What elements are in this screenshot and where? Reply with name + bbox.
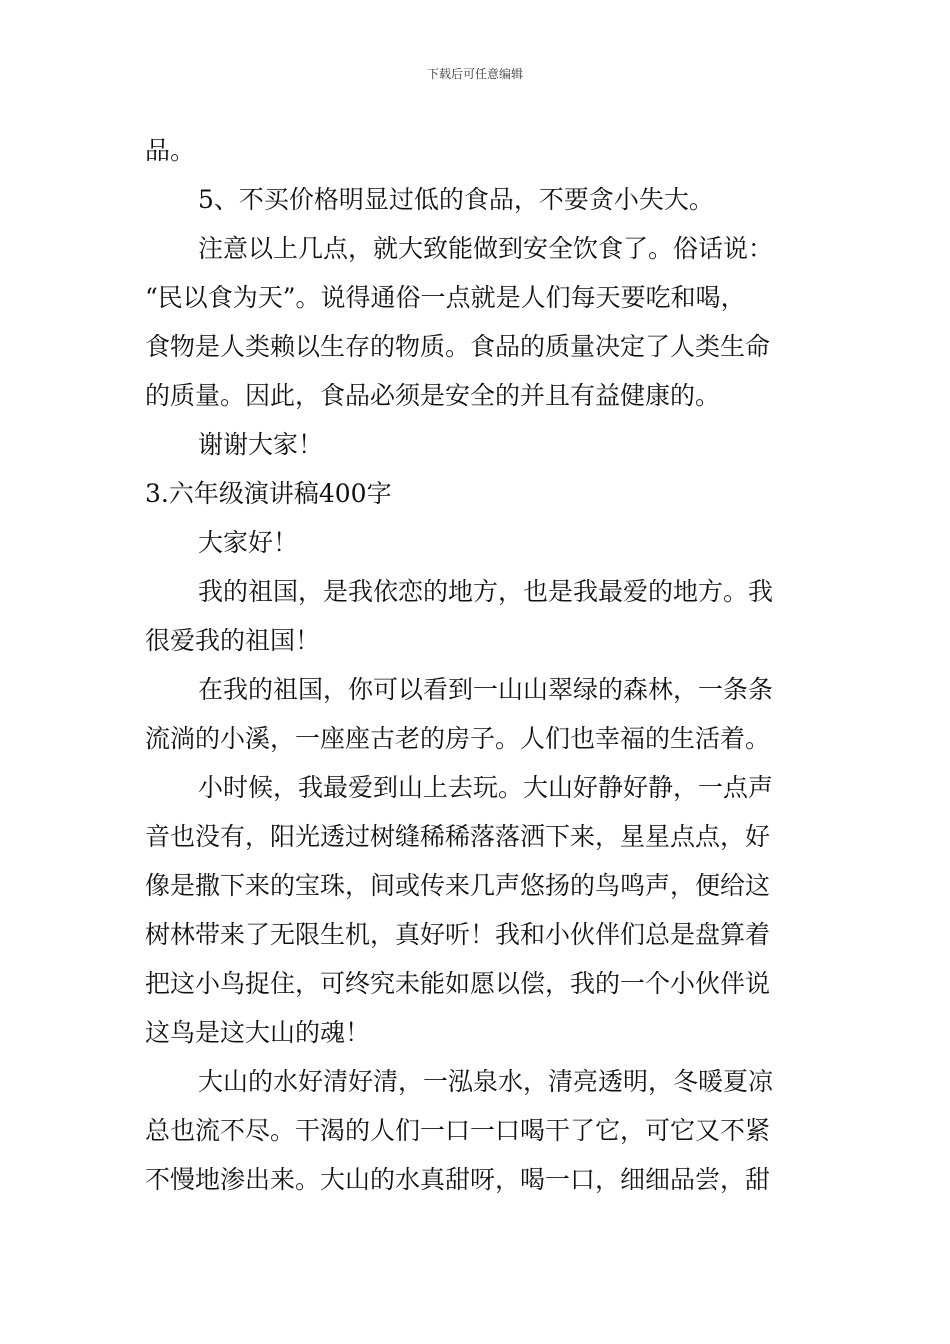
text-line: 我的祖国，是我依恋的地方，也是我最爱的地方。我 [198,577,774,606]
text-line: 流淌的小溪，一座座古老的房子。人们也幸福的生活着。 [145,724,771,753]
text-line: 树林带来了无限生机，真好听！我和小伙伴们总是盘算着 [145,920,771,949]
text-line: 小时候，我最爱到山上去玩。大山好静好静，一点声 [198,773,774,802]
text-line: 总也流不尽。干渴的人们一口一口喝干了它，可它又不紧 [145,1116,771,1145]
greeting: 大家好！ [198,528,299,557]
text-line: 不慢地渗出来。大山的水真甜呀，喝一口，细细品尝，甜 [145,1165,771,1194]
text-line: 把这小鸟捉住，可终究未能如愿以偿，我的一个小伙伴说 [145,969,771,998]
text-line: 音也没有，阳光透过树缝稀稀落落洒下来，星星点点，好 [145,822,771,851]
text-line: 在我的祖国，你可以看到一山山翠绿的森林，一条条 [198,675,774,704]
page-header-note: 下载后可任意编辑 [426,67,523,81]
text-line: 食物是人类赖以生存的物质。食品的质量决定了人类生命 [145,332,771,361]
text-line: 注意以上几点，就大致能做到安全饮食了。俗话说： [198,234,774,263]
text-line: 这鸟是这大山的魂！ [145,1018,371,1047]
list-item-5: 5、不买价格明显过低的食品，不要贪小失大。 [198,185,714,214]
text-line: 像是撒下来的宝珠，间或传来几声悠扬的鸟鸣声，便给这 [145,871,771,900]
text-line: 的质量。因此，食品必须是安全的并且有益健康的。 [145,381,721,410]
text-line: 品。 [145,136,196,165]
document-body [145,126,810,1204]
text-line: 很爱我的祖国！ [145,626,321,655]
text-line: 大山的水好清好清，一泓泉水，清亮透明，冬暖夏凉 [198,1067,774,1096]
section-heading: 3.六年级演讲稿400字 [145,479,392,508]
closing-thanks: 谢谢大家！ [198,430,324,459]
text-line: “民以食为天”。说得通俗一点就是人们每天要吃和喝， [145,283,746,312]
